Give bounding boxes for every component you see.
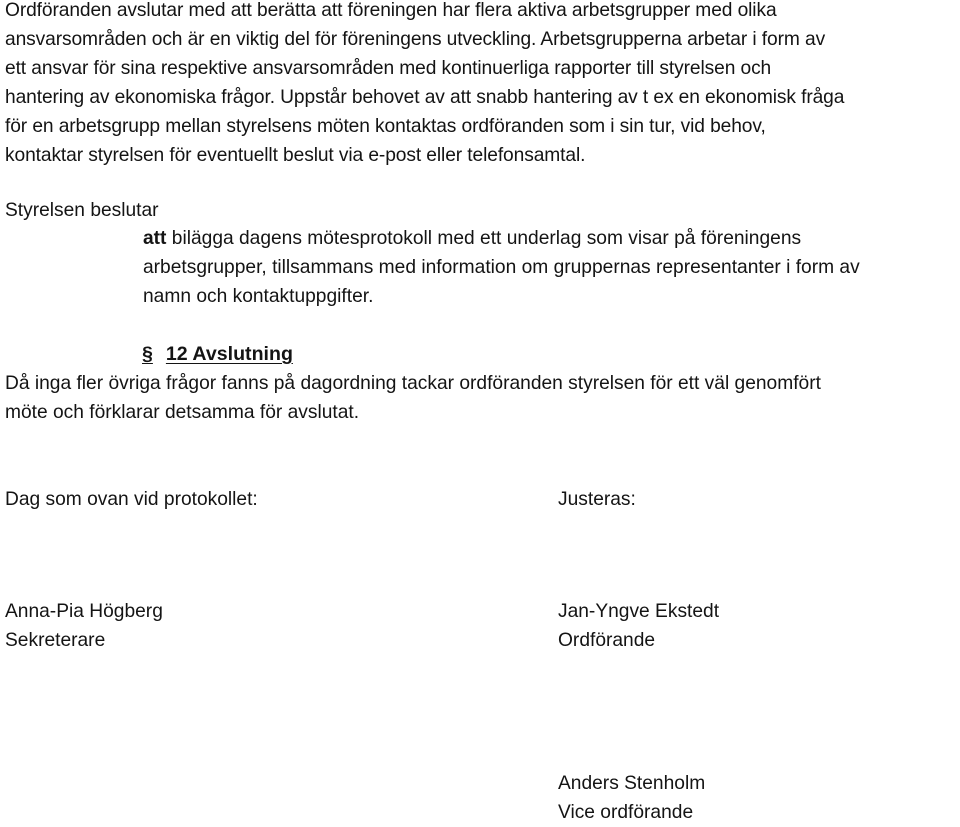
decision-line-1: [143, 224, 960, 253]
intro-line-4: hantering av ekonomiska frågor. Uppstår behovet av att snabb hantering av t ex en ekonomisk fråga: [5, 87, 845, 109]
closing-paragraph: [5, 369, 960, 427]
signature-left-label: Dag som ovan vid protokollet:: [5, 489, 258, 510]
signature-right-label: Justeras:: [558, 489, 636, 510]
decision-keyword: att: [143, 228, 167, 249]
vice-chair-signature: [558, 769, 705, 827]
vice-name: Anders Stenholm: [558, 773, 706, 794]
vice-role: Vice ordförande: [558, 802, 694, 823]
section-symbol: §: [142, 343, 153, 365]
decision-line-2: arbetsgrupper, tillsammans med information om gruppernas representanter i form av: [143, 257, 860, 279]
intro-line-6: kontaktar styrelsen för eventuellt beslut via e-post eller telefonsamtal.: [5, 145, 586, 167]
intro-line-1: Ordföranden avslutar med att berätta att föreningen har flera aktiva arbetsgrupper med olika: [5, 0, 777, 21]
decision-text: [143, 224, 960, 311]
section-title: 12 Avslutning: [165, 343, 293, 365]
secretary-signature: [5, 597, 163, 655]
secretary-name: Anna-Pia Högberg: [5, 601, 163, 622]
intro-line-3: ett ansvar för sina respektive ansvarsområden med kontinuerliga rapporter till styrelsen och: [5, 58, 772, 80]
decision-line-1-rest: bilägga dagens mötesprotokoll med ett underlag som visar på föreningens: [166, 228, 802, 249]
closing-line-2: möte och förklarar detsamma för avslutat.: [5, 402, 360, 424]
chair-role: Ordförande: [558, 630, 656, 651]
secretary-role: Sekreterare: [5, 630, 106, 651]
closing-line-1: Då inga fler övriga frågor fanns på dagordning tackar ordföranden styrelsen för ett väl genomfört: [5, 373, 821, 394]
section-heading: [142, 340, 293, 369]
intro-line-2: ansvarsområden och är en viktig del för föreningens utveckling. Arbetsgrupperna arbetar i form av: [5, 29, 826, 51]
chair-name: Jan-Yngve Ekstedt: [558, 601, 720, 622]
intro-paragraph: [5, 0, 960, 171]
chair-signature: [558, 597, 719, 655]
decision-line-3: namn och kontaktuppgifter.: [143, 286, 374, 308]
intro-line-5: för en arbetsgrupp mellan styrelsens möten kontaktas ordföranden som i sin tur, vid behov,: [5, 116, 766, 138]
decision-heading: Styrelsen beslutar: [5, 200, 159, 221]
